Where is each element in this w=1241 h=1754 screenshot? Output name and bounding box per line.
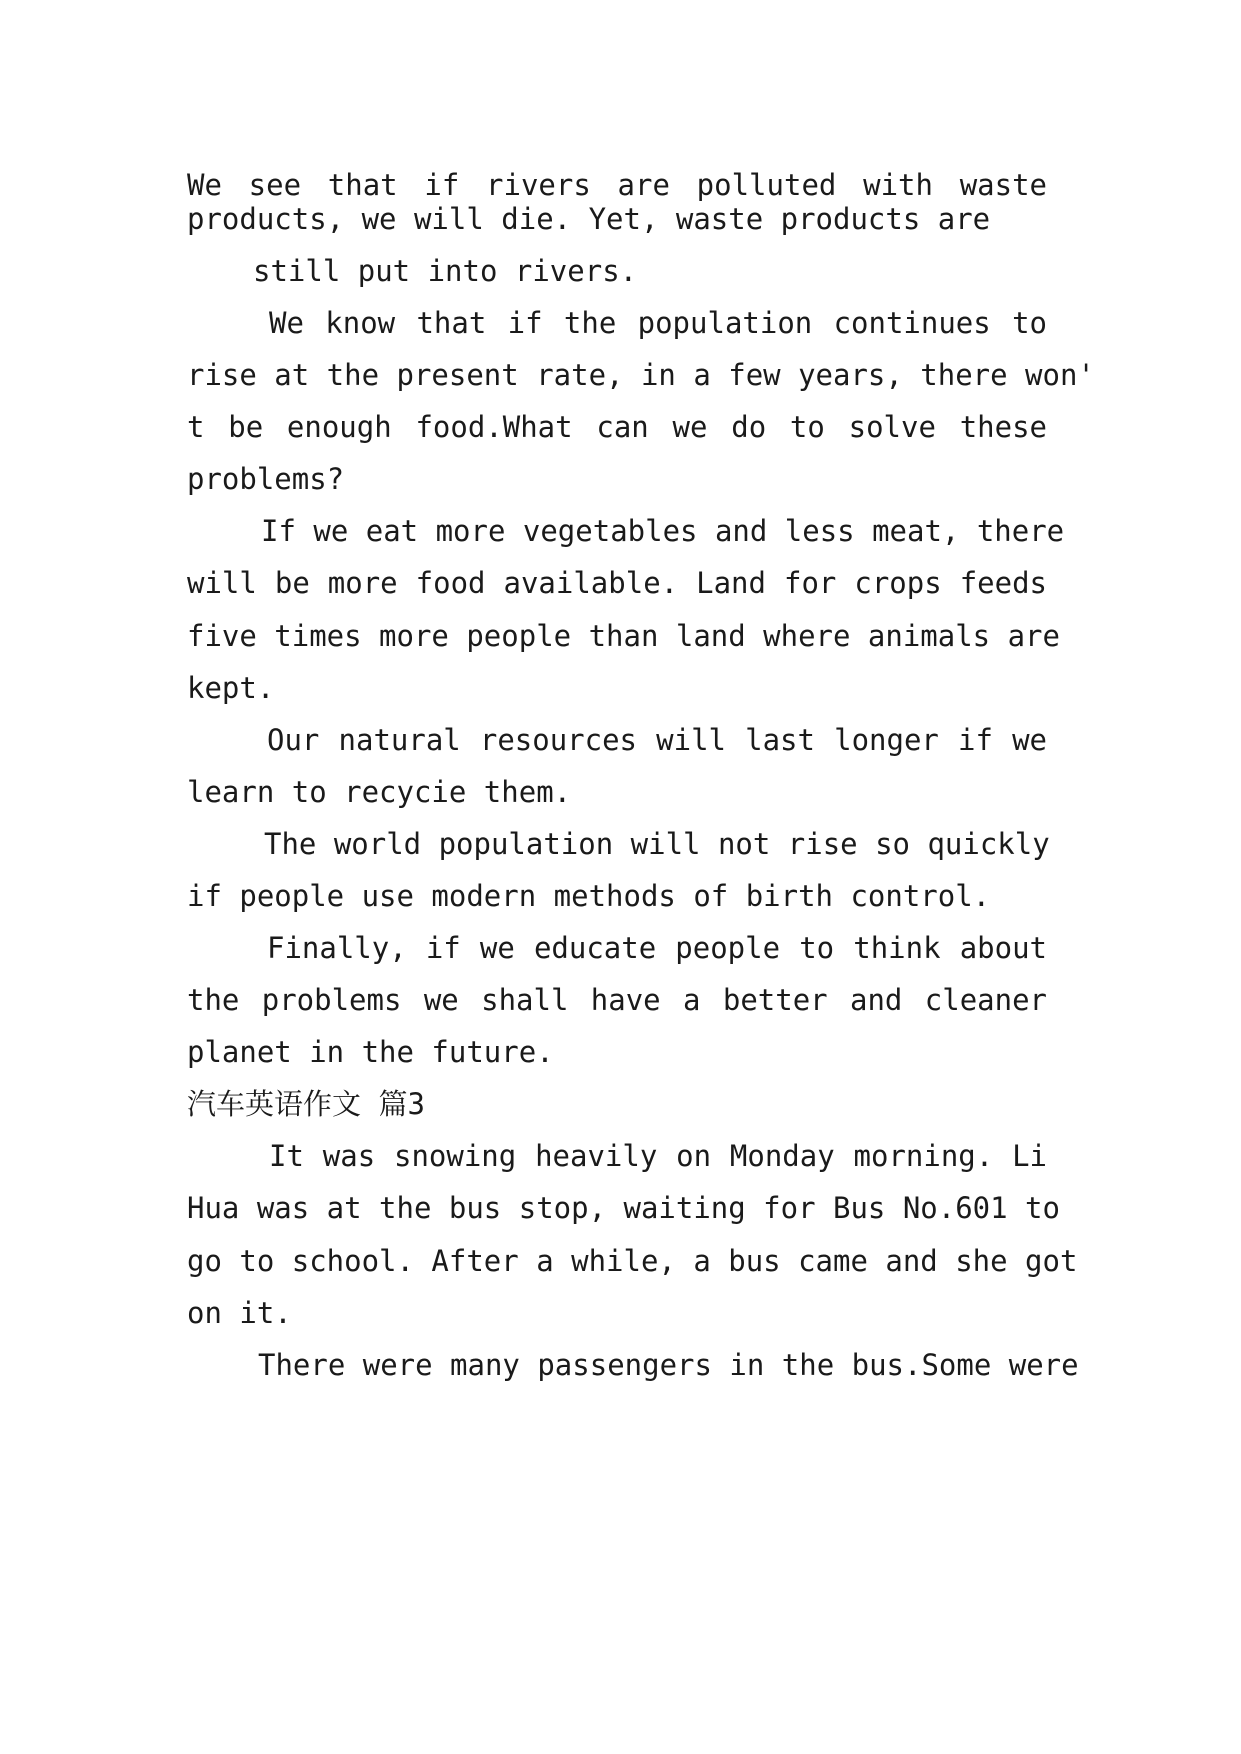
text-line: planet in the future. — [187, 1035, 554, 1069]
text-line: t be enough food.What can we do to solve these — [187, 410, 1047, 444]
text-line: on it. — [187, 1296, 292, 1330]
text-line: Hua was at the bus stop, waiting for Bus No.601 to — [187, 1191, 1060, 1225]
text-line: go to school. After a while, a bus came and she got — [187, 1244, 1078, 1278]
text-line: will be more food available. Land for crops feeds — [187, 566, 1047, 600]
section-heading: 汽车英语作文 篇3 — [187, 1087, 425, 1121]
text-line: We know that if the population continues to — [269, 306, 1047, 340]
text-line: rise at the present rate, in a few years, there won' — [187, 358, 1095, 392]
text-line: kept. — [187, 671, 275, 705]
text-line: Finally, if we educate people to think about — [267, 931, 1047, 965]
text-line: if people use modern methods of birth control. — [187, 879, 991, 913]
text-line: problems? — [187, 462, 345, 496]
text-line: learn to recycie them. — [187, 775, 572, 809]
text-line: There were many passengers in the bus.Some were — [258, 1348, 1079, 1382]
text-line: Our natural resources will last longer if we — [267, 723, 1047, 757]
text-line: products, we will die. Yet, waste products are — [187, 202, 991, 236]
text-line: five times more people than land where animals are — [187, 619, 1060, 653]
text-line: It was snowing heavily on Monday morning. Li — [269, 1139, 1047, 1173]
text-line: If we eat more vegetables and less meat, there — [261, 514, 1065, 548]
text-line: We see that if rivers are polluted with waste — [187, 168, 1047, 202]
text-line: still put into rivers. — [253, 254, 638, 288]
text-line: The world population will not rise so quickly — [264, 827, 1050, 861]
text-line: the problems we shall have a better and cleaner — [187, 983, 1047, 1017]
